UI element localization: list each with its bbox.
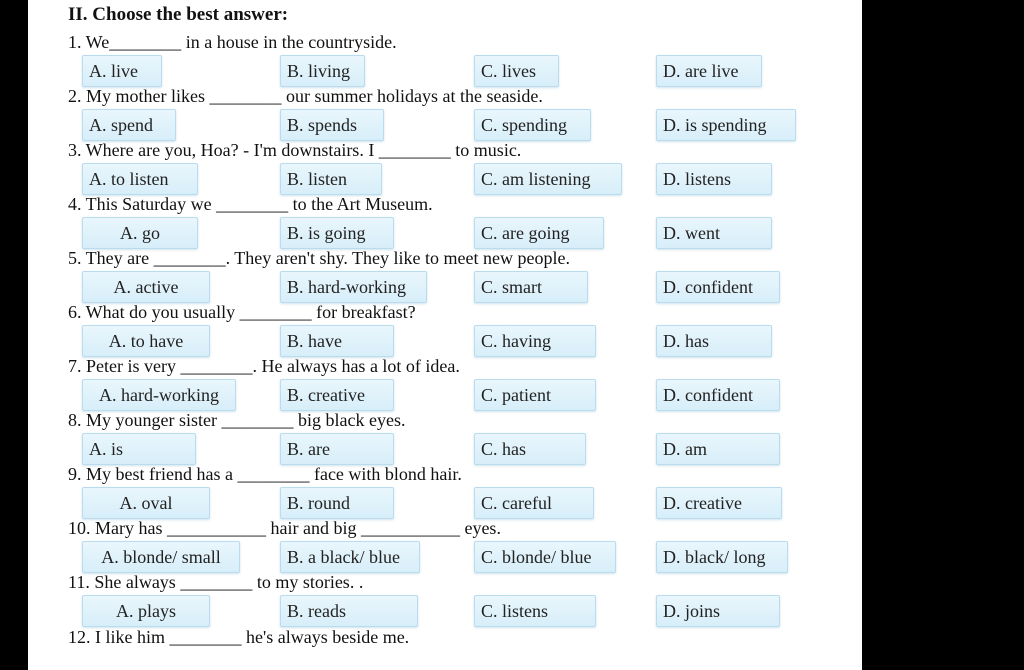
q7-option-d[interactable]: D. confident: [656, 379, 780, 411]
worksheet: [28, 0, 862, 670]
q9-option-b[interactable]: B. round: [280, 487, 394, 519]
q7-option-a[interactable]: A. hard-working: [82, 379, 236, 411]
q4-option-c[interactable]: C. are going: [474, 217, 604, 249]
q4-option-b[interactable]: B. is going: [280, 217, 394, 249]
question-9-text: 9. My best friend has a ________ face with blond hair.: [68, 464, 462, 484]
q11-option-c[interactable]: C. listens: [474, 595, 596, 627]
q1-option-a[interactable]: A. live: [82, 55, 162, 87]
q1-option-b[interactable]: B. living: [280, 55, 365, 87]
q9-option-c[interactable]: C. careful: [474, 487, 594, 519]
q2-option-c[interactable]: C. spending: [474, 109, 591, 141]
q7-option-c[interactable]: C. patient: [474, 379, 596, 411]
q2-option-b[interactable]: B. spends: [280, 109, 384, 141]
q5-option-b[interactable]: B. hard-working: [280, 271, 427, 303]
q10-option-a[interactable]: A. blonde/ small: [82, 541, 240, 573]
question-11-text: 11. She always ________ to my stories. .: [68, 572, 364, 592]
q8-option-c[interactable]: C. has: [474, 433, 586, 465]
question-2-text: 2. My mother likes ________ our summer holidays at the seaside.: [68, 86, 543, 106]
question-1-text: 1. We________ in a house in the countryside.: [68, 32, 397, 52]
question-10-text: 10. Mary has ___________ hair and big ___________ eyes.: [68, 518, 501, 538]
q6-option-d[interactable]: D. has: [656, 325, 772, 357]
q6-option-c[interactable]: C. having: [474, 325, 596, 357]
q11-option-b[interactable]: B. reads: [280, 595, 418, 627]
question-8-text: 8. My younger sister ________ big black eyes.: [68, 410, 406, 430]
question-4-text: 4. This Saturday we ________ to the Art Museum.: [68, 194, 433, 214]
q3-option-d[interactable]: D. listens: [656, 163, 772, 195]
q6-option-a[interactable]: A. to have: [82, 325, 210, 357]
q7-option-b[interactable]: B. creative: [280, 379, 394, 411]
question-7-text: 7. Peter is very ________. He always has a lot of idea.: [68, 356, 460, 376]
q11-option-a[interactable]: A. plays: [82, 595, 210, 627]
q5-option-d[interactable]: D. confident: [656, 271, 780, 303]
q3-option-a[interactable]: A. to listen: [82, 163, 198, 195]
question-3-text: 3. Where are you, Hoa? - I'm downstairs. I ________ to music.: [68, 140, 522, 160]
section-title: II. Choose the best answer:: [68, 4, 289, 25]
q2-option-a[interactable]: A. spend: [82, 109, 176, 141]
q3-option-c[interactable]: C. am listening: [474, 163, 622, 195]
question-6-text: 6. What do you usually ________ for breakfast?: [68, 302, 416, 322]
q1-option-c[interactable]: C. lives: [474, 55, 559, 87]
q10-option-d[interactable]: D. black/ long: [656, 541, 788, 573]
q5-option-a[interactable]: A. active: [82, 271, 210, 303]
q10-option-b[interactable]: B. a black/ blue: [280, 541, 420, 573]
q9-option-a[interactable]: A. oval: [82, 487, 210, 519]
q10-option-c[interactable]: C. blonde/ blue: [474, 541, 616, 573]
q4-option-a[interactable]: A. go: [82, 217, 198, 249]
q5-option-c[interactable]: C. smart: [474, 271, 588, 303]
q4-option-d[interactable]: D. went: [656, 217, 772, 249]
question-12-text: 12. I like him ________ he's always beside me.: [68, 627, 410, 647]
q9-option-d[interactable]: D. creative: [656, 487, 782, 519]
q8-option-a[interactable]: A. is: [82, 433, 196, 465]
q6-option-b[interactable]: B. have: [280, 325, 394, 357]
q2-option-d[interactable]: D. is spending: [656, 109, 796, 141]
q8-option-b[interactable]: B. are: [280, 433, 394, 465]
q3-option-b[interactable]: B. listen: [280, 163, 382, 195]
q11-option-d[interactable]: D. joins: [656, 595, 780, 627]
q1-option-d[interactable]: D. are live: [656, 55, 762, 87]
q8-option-d[interactable]: D. am: [656, 433, 780, 465]
question-5-text: 5. They are ________. They aren't shy. They like to meet new people.: [68, 248, 570, 268]
